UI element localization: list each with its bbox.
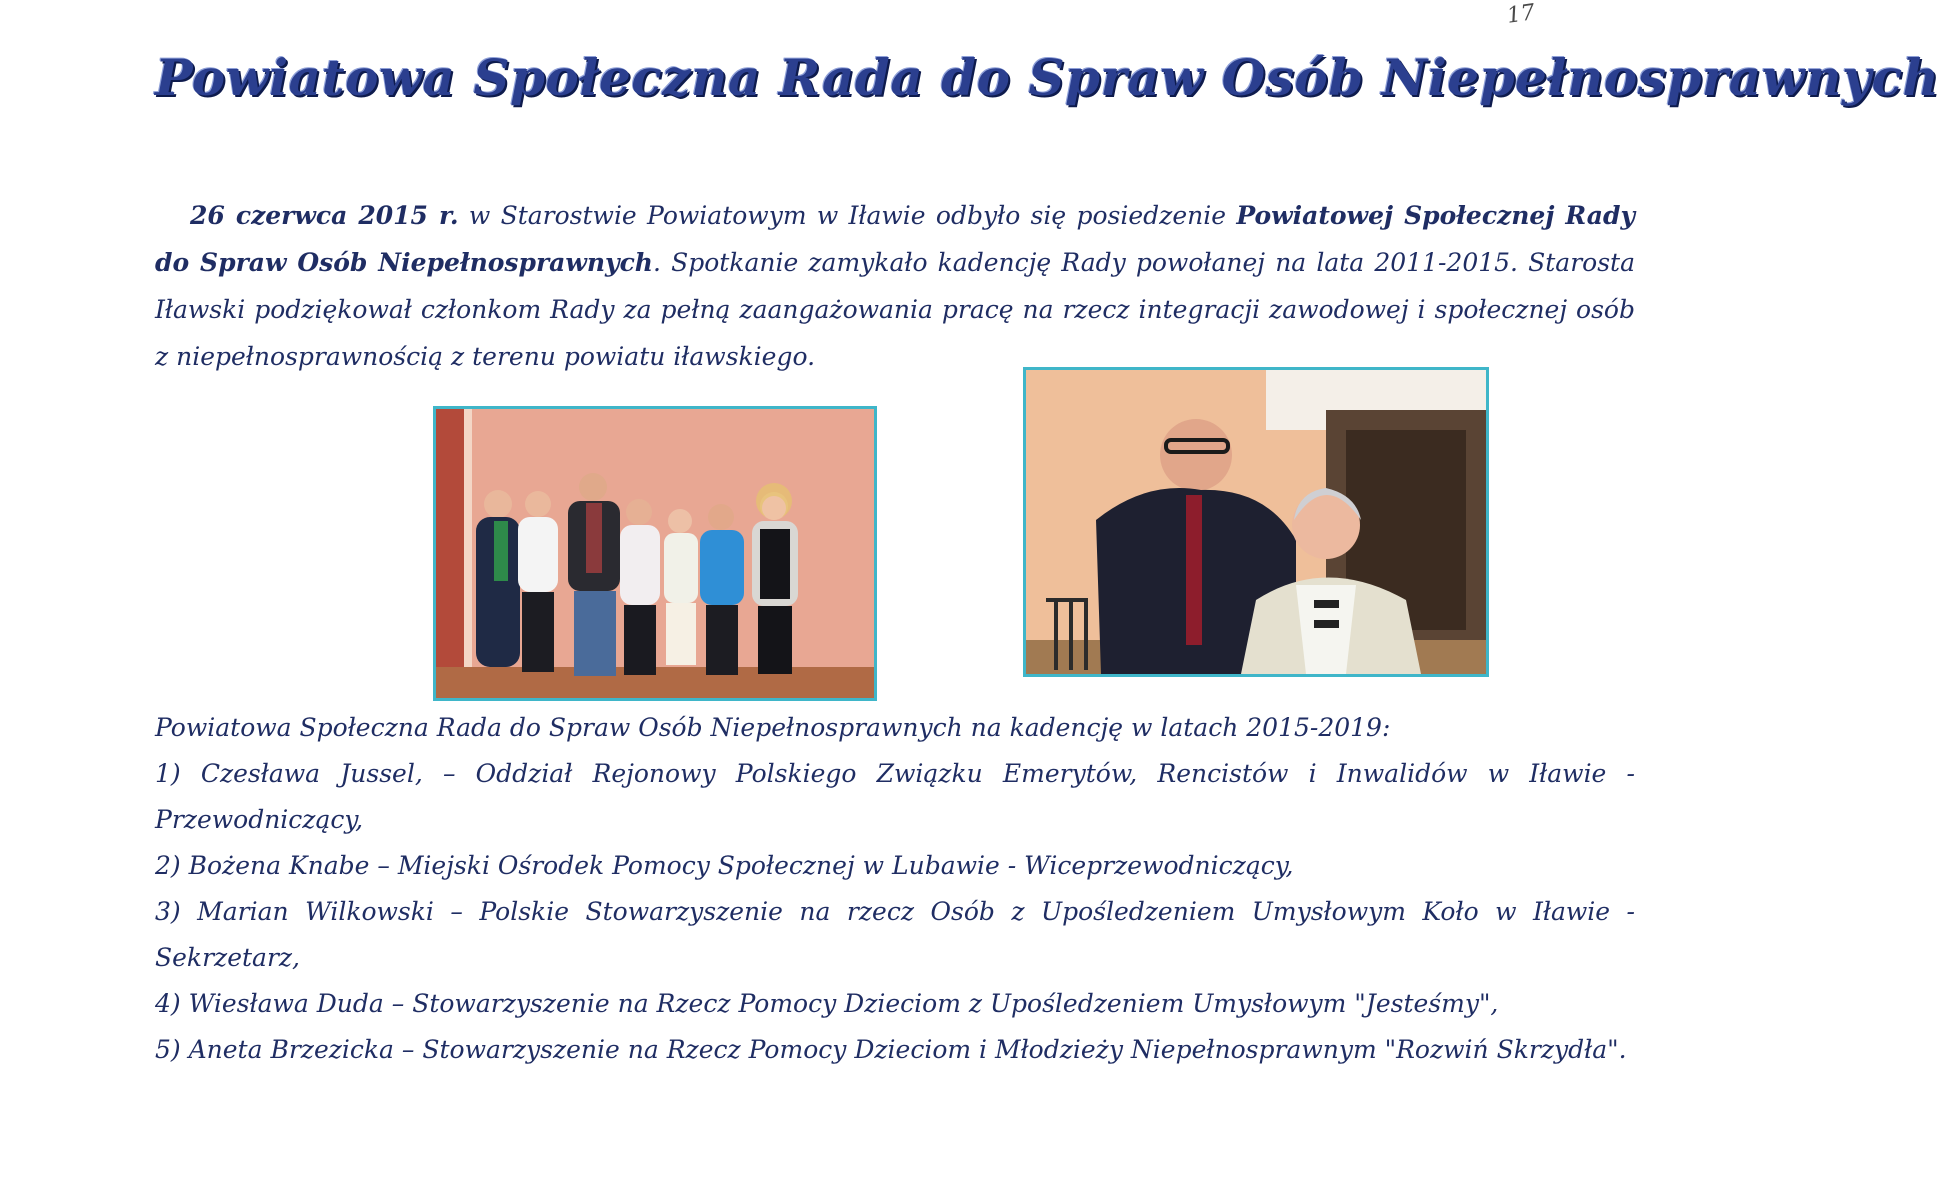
list-item: 5) Aneta Brzezicka – Stowarzyszenie na Rzecz Pomocy Dzieciom i Młodzieży Niepełnosprawnym "Rozwiń Skrzydła". xyxy=(155,1035,1627,1064)
list-item: 3) Marian Wilkowski – Polskie Stowarzyszenie na rzecz Osób z Upośledzeniem Umysłowym Koło w Iławie - Sekrzetarz, xyxy=(155,897,1635,972)
page-title: Powiatowa Społeczna Rada do Spraw Osób Niepełnosprawnych xyxy=(155,48,1939,107)
members-list xyxy=(155,751,1635,1073)
intro-paragraph xyxy=(155,192,1635,380)
council-name: Powiatowej Społecznej Rady do Spraw Osób Niepełnosprawnych xyxy=(155,201,1635,277)
group-photo xyxy=(433,406,877,701)
intro-text-2: . Spotkanie zamykało kadencję Rady powołanej na lata 2011-2015. Starosta Iławski podziękował członkom Rady za pełną zaangażowania pracę na rzecz integracji zawodowej i społecznej osób z niepełnosprawnością z terenu powiatu iławskiego. xyxy=(155,248,1635,371)
list-item: 2) Bożena Knabe – Miejski Ośrodek Pomocy Społecznej w Lubawie - Wiceprzewodniczący, xyxy=(155,851,1294,880)
intro-text-1: w Starostwie Powiatowym w Iławie odbyło się posiedzenie xyxy=(458,201,1237,230)
award-photo-illustration xyxy=(1026,370,1486,674)
meeting-date: 26 czerwca 2015 r. xyxy=(190,201,459,230)
award-photo xyxy=(1023,367,1489,677)
page-number: 17 xyxy=(1505,0,1537,29)
list-item: 4) Wiesława Duda – Stowarzyszenie na Rzecz Pomocy Dzieciom z Upośledzeniem Umysłowym "Jesteśmy", xyxy=(155,989,1499,1018)
council-members xyxy=(155,705,1635,1073)
members-heading: Powiatowa Społeczna Rada do Spraw Osób Niepełnosprawnych na kadencję w latach 2015-2019: xyxy=(155,713,1391,742)
group-photo-illustration xyxy=(436,409,874,698)
list-item: 1) Czesława Jussel, – Oddział Rejonowy Polskiego Związku Emerytów, Rencistów i Inwalidów w Iławie - Przewodniczący, xyxy=(155,759,1635,834)
